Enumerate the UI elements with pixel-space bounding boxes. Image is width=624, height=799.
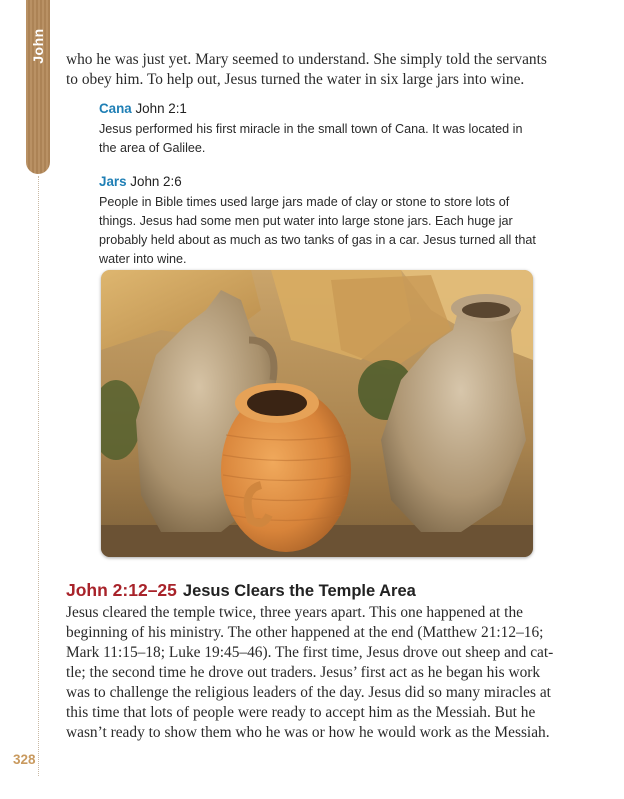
section-line: tle; the second time he drove out traders. Jesus’ first act as he began his work <box>66 664 541 681</box>
section-heading <box>66 580 416 601</box>
gloss-line: People in Bible times used large jars made of clay or stone to store lots of <box>99 195 510 209</box>
gloss-line: the area of Galilee. <box>99 141 206 155</box>
gloss-body <box>99 120 581 158</box>
gloss-ref: John 2:6 <box>130 174 182 189</box>
gloss-entry-jars <box>99 173 581 269</box>
section-line: Mark 11:15–18; Luke 19:45–46). The first time, Jesus drove out sheep and cat- <box>66 644 554 661</box>
section-line: Jesus cleared the temple twice, three years apart. This one happened at the <box>66 604 523 621</box>
gloss-heading <box>99 100 581 118</box>
gloss-line: probably held about as much as two tanks of gas in a car. Jesus turned all that <box>99 233 536 247</box>
gloss-entry-cana <box>99 100 581 158</box>
section-line: was to challenge the religious leaders of the day. Jesus did so many miracles at <box>66 684 551 701</box>
gloss-line: water into wine. <box>99 252 187 266</box>
section-title: Jesus Clears the Temple Area <box>182 582 416 600</box>
section-scripture-ref: John 2:12–25 <box>66 580 177 600</box>
section-paragraph <box>66 603 590 743</box>
section-line: wasn’t ready to show them who he was or how he would work as the Messiah. <box>66 724 550 741</box>
page-number: 328 <box>13 752 36 767</box>
margin-dotted-rule <box>38 176 39 776</box>
gloss-term: Cana <box>99 101 132 116</box>
gloss-line: things. Jesus had some men put water into large stone jars. Each huge jar <box>99 214 513 228</box>
intro-paragraph <box>66 50 590 90</box>
section-line: beginning of his ministry. The other happened at the end (Matthew 21:12–16; <box>66 624 544 641</box>
chapter-side-tab <box>26 0 50 174</box>
gloss-body <box>99 193 581 269</box>
gloss-ref: John 2:1 <box>135 101 187 116</box>
chapter-tab-label: John <box>30 28 46 64</box>
gloss-line: Jesus performed his first miracle in the small town of Cana. It was located in <box>99 122 523 136</box>
gloss-heading <box>99 173 581 191</box>
intro-line: who he was just yet. Mary seemed to understand. She simply told the servants <box>66 51 547 68</box>
section-line: this time that lots of people were ready to accept him as the Messiah. But he <box>66 704 536 721</box>
gloss-term: Jars <box>99 174 127 189</box>
intro-line: to obey him. To help out, Jesus turned the water in six large jars into wine. <box>66 71 525 88</box>
clay-jars-photo <box>101 270 533 557</box>
